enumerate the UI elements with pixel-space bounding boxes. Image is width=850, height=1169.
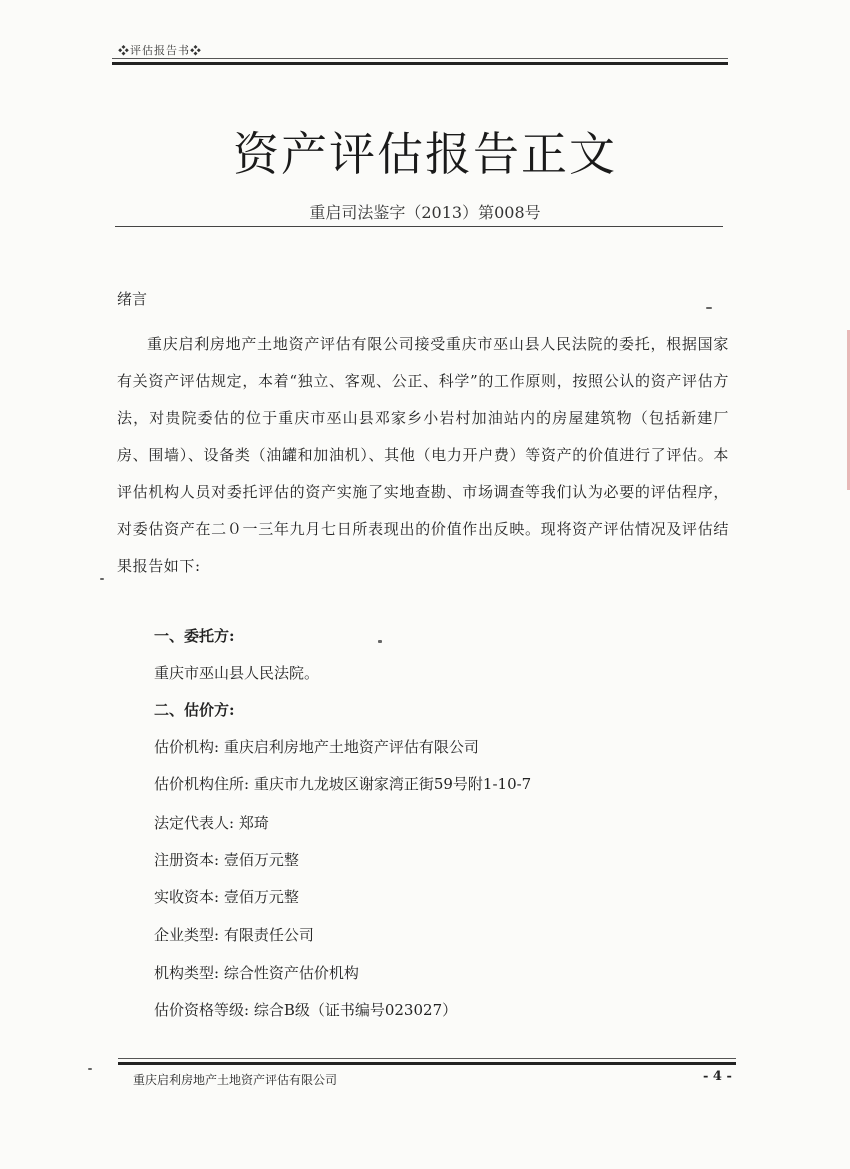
scan-speck <box>88 1068 92 1070</box>
client-name: 重庆市巫山县人民法院。 <box>154 664 320 682</box>
footer-company-name: 重庆启利房地产土地资产评估有限公司 <box>133 1073 338 1087</box>
appraiser-address: 估价机构住所: 重庆市九龙坡区谢家湾正街59号附1-10-7 <box>154 775 532 793</box>
client-heading: 一、委托方: <box>154 627 235 645</box>
page-number: - 4 - <box>703 1069 732 1084</box>
registered-capital: 注册资本: 壹佰万元整 <box>154 851 299 869</box>
appraiser-org: 估价机构: 重庆启利房地产土地资产评估有限公司 <box>154 738 479 756</box>
intro-label: 绪言 <box>117 290 148 308</box>
scan-speck <box>706 307 712 309</box>
document-number: 重启司法鉴字（2013）第008号 <box>309 203 541 222</box>
scan-speck <box>100 578 104 580</box>
scan-speck <box>378 640 382 643</box>
organization-type: 机构类型: 综合性资产估价机构 <box>154 964 359 982</box>
company-type: 企业类型: 有限责任公司 <box>154 926 314 944</box>
page-title: 资产评估报告正文 <box>233 127 617 181</box>
qualification-grade: 估价资格等级: 综合B级（证书编号023027） <box>154 1001 458 1019</box>
header-rule <box>112 58 728 59</box>
report-header-tag: ❖评估报告书❖ <box>118 44 202 57</box>
intro-paragraph: 重庆启利房地产土地资产评估有限公司接受重庆市巫山县人民法院的委托，根据国家有关资产评估规定，本着“独立、客观、公正、科学”的工作原则，按照公认的资产评估方法，对贵院委估的位于重庆市巫山县邓家乡小岩村加油站内的房屋建筑物（包括新建厂房、围墙）、设备类（油罐和加油机）、其他（电力开户费）等资产的价值进行了评估。本评估机构人员对委托评估的资产实施了实地查勘、市场调查等我们认为必要的评估程序，对委估资产在二０一三年九月七日所表现出的价值作出反映。现将资产评估情况及评估结果报告如下: <box>117 335 729 575</box>
paid-in-capital: 实收资本: 壹佰万元整 <box>154 888 299 906</box>
legal-representative: 法定代表人: 郑琦 <box>154 814 269 832</box>
footer-rule-bold <box>118 1062 736 1065</box>
appraiser-heading: 二、估价方: <box>154 701 235 719</box>
footer-rule <box>118 1058 736 1059</box>
title-rule <box>115 226 723 227</box>
header-rule-bold <box>112 62 728 65</box>
